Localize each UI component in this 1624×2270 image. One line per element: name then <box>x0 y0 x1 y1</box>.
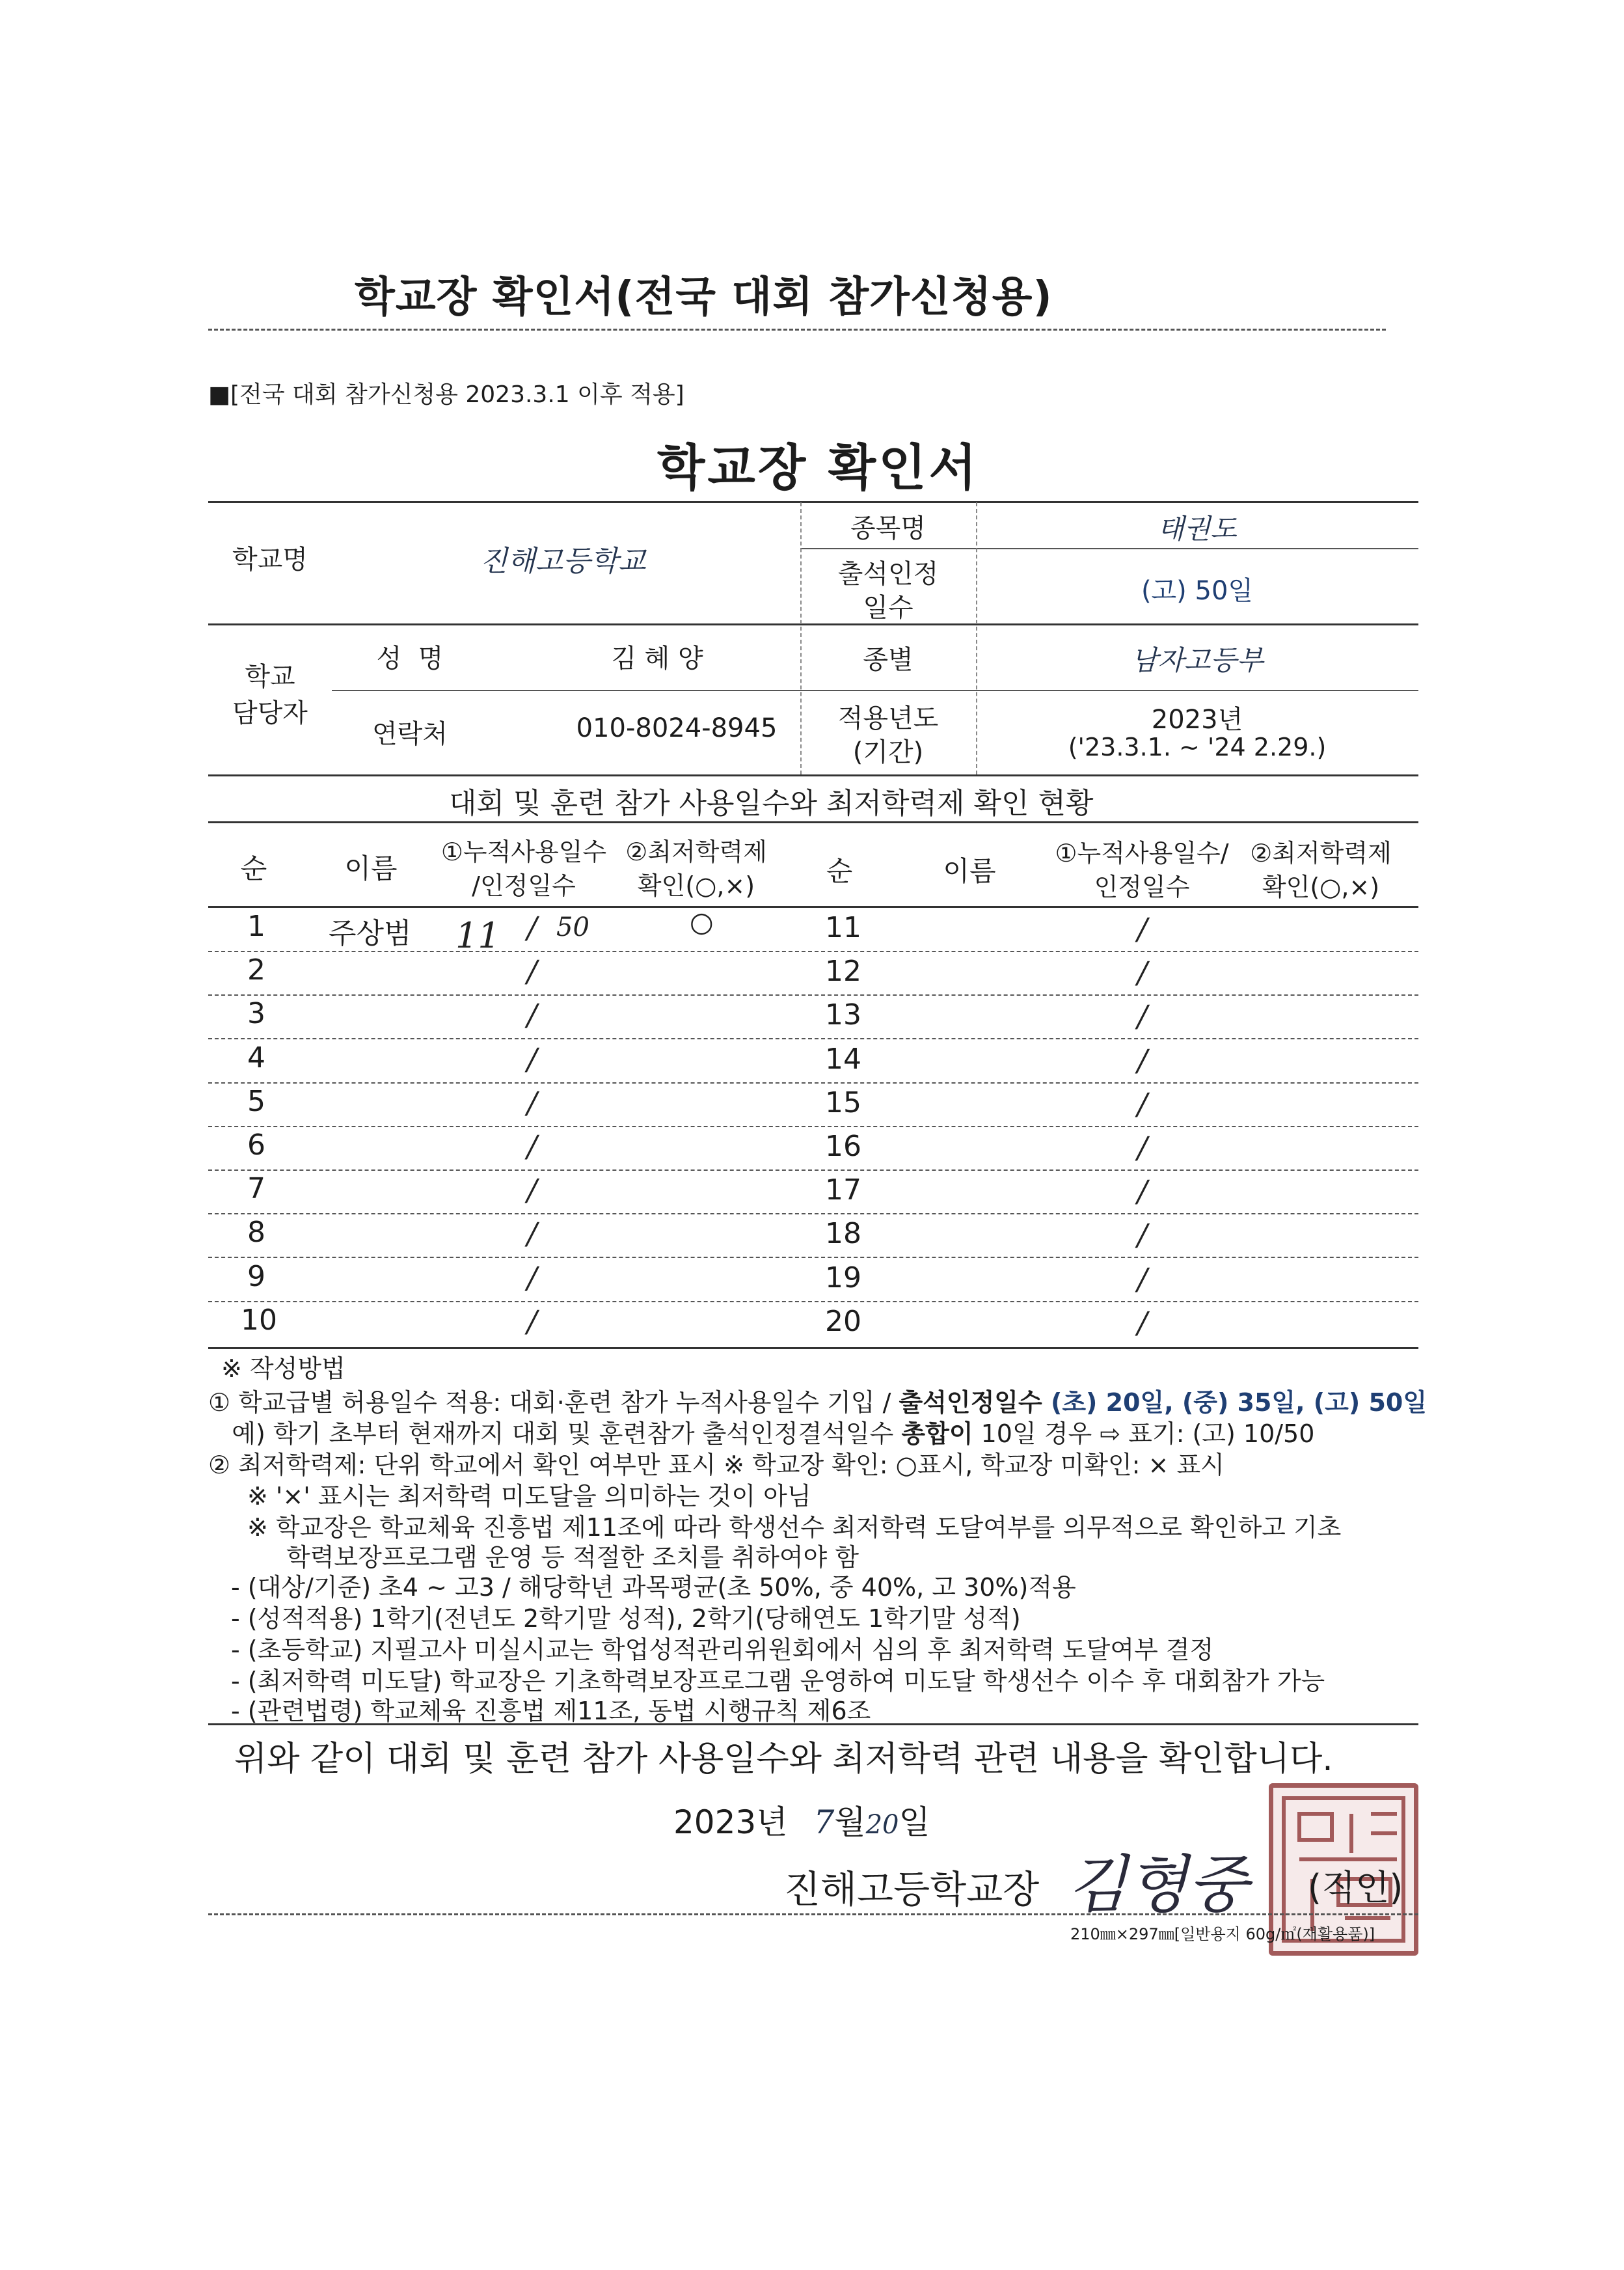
seal-label: (직인) <box>1308 1867 1403 1908</box>
info-rule-1 <box>800 548 1418 549</box>
row-number: 13 <box>825 998 861 1032</box>
col-no-header: 순 <box>240 853 267 884</box>
row-rule <box>208 1038 1418 1039</box>
row-slash: / <box>1137 1261 1148 1296</box>
col-used-header-2: /인정일수 <box>472 871 576 900</box>
row-number: 4 <box>247 1041 265 1074</box>
row-rule <box>208 951 1418 952</box>
note-2-b: 총합이 <box>901 1419 973 1448</box>
col-no-r-header: 순 <box>826 855 853 887</box>
note-3: ② 최저학력제: 단위 학교에서 확인 여부만 표시 ※ 학교장 확인: ○표시, 학교장 미확인: × 표시 <box>208 1451 1225 1479</box>
row-slash: / <box>527 1085 537 1120</box>
note-2 <box>208 1414 1314 1449</box>
row-slash: / <box>527 953 537 989</box>
status-top-rule <box>208 821 1418 823</box>
row-total-days: 50 <box>556 912 589 942</box>
col-used-r-header-2: 인정일수 <box>1094 873 1190 901</box>
row-number: 9 <box>247 1260 265 1293</box>
row-slash: / <box>527 1216 537 1251</box>
footer-rule <box>208 1913 1418 1915</box>
event-label: 종목명 <box>850 513 926 543</box>
note-2-a: 예) 학기 초부터 현재까지 대회 및 훈련참가 출석인정결석일수 <box>208 1419 902 1448</box>
row-name: 주상범 <box>329 917 412 950</box>
row-rule <box>208 1082 1418 1084</box>
row-check-mark: ○ <box>690 906 714 938</box>
info-top-rule <box>208 501 1418 503</box>
year-label-1: 적용년도 <box>837 704 939 733</box>
row-number: 5 <box>247 1085 265 1118</box>
attendance-label-2: 일수 <box>863 593 914 623</box>
row-slash: / <box>1137 1043 1148 1078</box>
name-label: 성 명 <box>376 644 444 674</box>
row-number: 12 <box>825 955 861 988</box>
row-slash: / <box>527 1041 537 1076</box>
row-slash: / <box>1137 1173 1148 1209</box>
note-5a: ※ 학교장은 학교체육 진흥법 제11조에 따라 학생선수 최저학력 도달여부를 의무적으로 확인하고 기초 <box>247 1513 1342 1542</box>
manager-label-1: 학교 <box>245 662 295 692</box>
date-day: 20 <box>865 1810 899 1840</box>
row-number: 3 <box>247 997 265 1030</box>
year-value-2: ('23.3.1. ~ '24 2.29.) <box>1068 733 1327 761</box>
col-used-header-1: ①누적사용일수 <box>440 838 607 866</box>
col-level-r-header-1: ②최저학력제 <box>1250 839 1392 868</box>
row-rule <box>208 1169 1418 1171</box>
row-slash: / <box>1137 1305 1148 1340</box>
note-8: - (초등학교) 지필고사 미실시교는 학업성적관리위원회에서 심의 후 최저학력 도달여부 결정 <box>231 1635 1214 1664</box>
note-5b: 학력보장프로그램 운영 등 적절한 조치를 취하여야 함 <box>286 1543 859 1572</box>
row-used-days: 11 <box>455 915 500 956</box>
form-title: 학교장 확인서 <box>657 439 979 497</box>
note-1-b: 출석인정일수 <box>899 1388 1042 1417</box>
col-name-r-header: 이름 <box>943 855 996 887</box>
date-year: 2023년 <box>673 1803 788 1841</box>
date-day-label: 일 <box>899 1803 930 1841</box>
notes-heading: ※ 작성방법 <box>221 1354 345 1383</box>
note-10: - (관련법령) 학교체육 진흥법 제11조, 동법 시행규칙 제6조 <box>231 1697 871 1725</box>
note-7: - (성적적용) 1학기(전년도 2학기말 성적), 2학기(당해연도 1학기말 성적) <box>231 1604 1021 1633</box>
col-level-header-1: ②최저학력제 <box>625 838 767 866</box>
col-level-header-2: 확인(○,×) <box>637 871 755 900</box>
paper-spec: 210㎜×297㎜[일반용지 60g/㎡(재활용품)] <box>1070 1925 1375 1943</box>
school-value: 진해고등학교 <box>480 545 646 578</box>
row-rule <box>208 994 1418 996</box>
note-1-c: (초) 20일, (중) 35일, (고) 50일 <box>1042 1388 1428 1417</box>
row-number: 20 <box>825 1305 861 1338</box>
info-rule-3 <box>332 690 1418 691</box>
category-value: 남자고등부 <box>1131 644 1264 676</box>
info-bottom-rule <box>208 774 1418 776</box>
table-header-rule <box>208 906 1418 908</box>
note-9: - (최저학력 미도달) 학교장은 기초학력보장프로그램 운영하여 미도달 학생선수 이수 후 대회참가 가능 <box>231 1667 1325 1695</box>
note-1-a: ① 학교급별 허용일수 적용: 대회·훈련 참가 누적사용일수 기입 / <box>208 1388 899 1417</box>
row-slash: / <box>527 1128 537 1164</box>
year-value-1: 2023년 <box>1151 705 1243 735</box>
category-label: 종별 <box>863 645 914 675</box>
row-slash: / <box>1137 955 1148 990</box>
row-slash: / <box>1137 1130 1148 1165</box>
row-slash: / <box>1137 1217 1148 1252</box>
row-number: 1 <box>247 910 265 943</box>
row-number: 17 <box>825 1173 861 1207</box>
row-slash: / <box>1137 1086 1148 1121</box>
info-divider-2 <box>976 502 977 774</box>
principal-title: 진해고등학교장 <box>784 1867 1040 1911</box>
row-number: 7 <box>247 1172 265 1205</box>
row-slash: / <box>527 910 537 945</box>
row-number: 10 <box>241 1304 277 1337</box>
date-month-label: 월 <box>834 1803 866 1841</box>
row-slash: / <box>527 1172 537 1207</box>
row-slash: / <box>1137 998 1148 1033</box>
header-title: 학교장 확인서(전국 대회 참가신청용) <box>355 273 1053 321</box>
row-number: 15 <box>825 1086 861 1119</box>
contact-value: 010-8024-8945 <box>576 713 778 743</box>
note-6: - (대상/기준) 초4 ~ 고3 / 해당학년 과목평균(초 50%, 중 40%, 고 30%)적용 <box>231 1573 1076 1602</box>
year-label-2: (기간) <box>852 737 924 767</box>
name-value: 김 혜 양 <box>611 644 703 674</box>
col-level-r-header-2: 확인(○,×) <box>1262 873 1380 901</box>
event-value: 태권도 <box>1157 513 1237 545</box>
note-1 <box>208 1382 1427 1418</box>
form-note: ■[전국 대회 참가신청용 2023.3.1 이후 적용] <box>208 381 684 408</box>
row-number: 8 <box>247 1216 265 1249</box>
row-number: 6 <box>247 1128 265 1162</box>
status-title: 대회 및 훈련 참가 사용일수와 최저학력제 확인 현황 <box>449 787 1094 820</box>
col-used-r-header-1: ①누적사용일수/ <box>1055 839 1229 868</box>
col-name-header: 이름 <box>344 853 398 884</box>
header-rule <box>208 329 1386 331</box>
row-slash: / <box>1137 911 1148 946</box>
attendance-label-1: 출석인정 <box>837 559 939 589</box>
row-slash: / <box>527 1260 537 1295</box>
date-line <box>673 1796 930 1843</box>
row-rule <box>208 1301 1418 1302</box>
row-rule <box>208 1257 1418 1258</box>
row-number: 16 <box>825 1130 861 1163</box>
notes-bottom-rule <box>208 1723 1418 1725</box>
row-number: 18 <box>825 1217 861 1250</box>
confirm-text: 위와 같이 대회 및 훈련 참가 사용일수와 최저학력 관련 내용을 확인합니다. <box>234 1740 1333 1779</box>
table-bottom-rule <box>208 1347 1418 1349</box>
attendance-value: (고) 50일 <box>1141 576 1254 606</box>
note-4: ※ '×' 표시는 최저학력 미도달을 의미하는 것이 아님 <box>247 1482 811 1511</box>
manager-label-2: 담당자 <box>232 698 308 728</box>
date-month: 7 <box>813 1803 835 1841</box>
note-2-c: 10일 경우 ⇨ 표기: (고) 10/50 <box>973 1419 1315 1448</box>
principal-signature: 김형중 <box>1067 1848 1249 1921</box>
contact-label: 연락처 <box>372 719 448 749</box>
row-number: 11 <box>825 911 861 944</box>
row-number: 19 <box>825 1261 861 1294</box>
row-rule <box>208 1126 1418 1127</box>
row-slash: / <box>527 1304 537 1339</box>
row-rule <box>208 1213 1418 1214</box>
school-label: 학교명 <box>232 545 308 575</box>
row-number: 2 <box>247 953 265 987</box>
row-slash: / <box>527 997 537 1032</box>
row-number: 14 <box>825 1043 861 1076</box>
